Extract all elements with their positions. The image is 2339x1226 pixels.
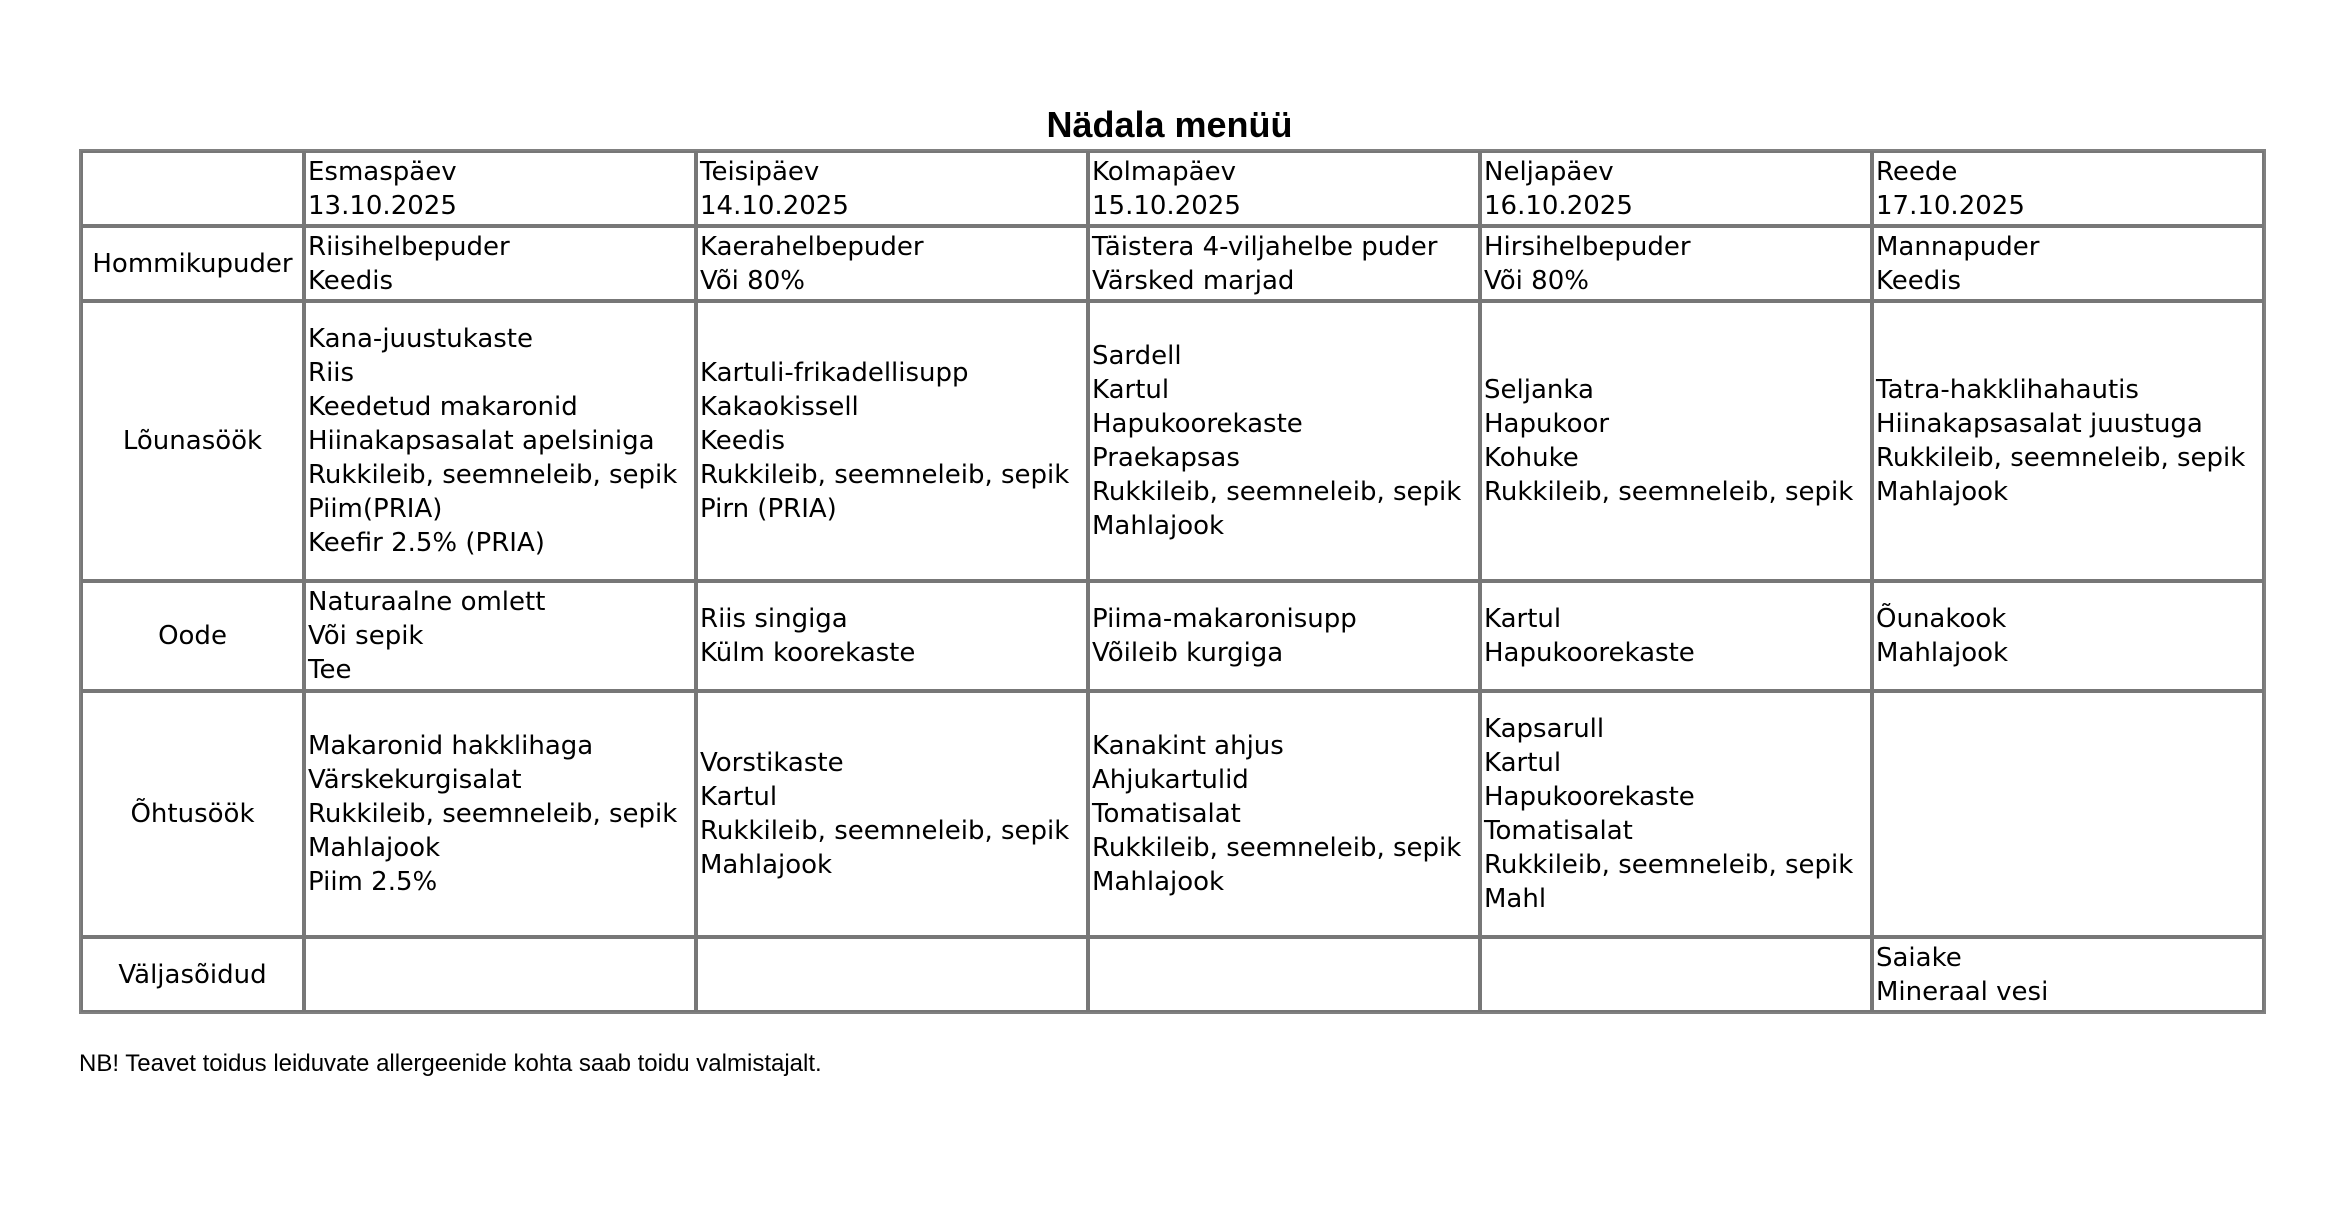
menu-item: Rukkileib, seemneleib, sepik [1876, 443, 2246, 473]
menu-item: Naturaalne omlett [308, 587, 546, 617]
meal-row-breakfast [81, 226, 2264, 301]
menu-item: Või sepik [308, 621, 424, 651]
menu-item: Pirn (PRIA) [700, 494, 837, 524]
day-date: 14.10.2025 [700, 190, 849, 221]
menu-item: Mahl [1484, 884, 1547, 914]
meal-label: Hommikupuder [81, 226, 304, 301]
page-title: Nädala menüü [1046, 104, 1293, 145]
menu-cell [304, 937, 696, 1012]
menu-cell [696, 301, 1088, 581]
menu-cell [304, 691, 696, 937]
menu-item: Mahlajook [308, 833, 441, 863]
day-header [1872, 151, 2264, 226]
allergen-note: NB! Teavet toidus leiduvate allergeenide kohta saab toidu valmistajalt. [79, 1050, 822, 1077]
menu-item: Hapukoorekaste [1092, 409, 1303, 439]
menu-item: Kana-juustukaste [308, 324, 533, 354]
menu-item: Tatra-hakklihahautis [1876, 375, 2139, 405]
menu-item: Mannapuder [1876, 231, 2040, 262]
day-date: 13.10.2025 [308, 190, 457, 221]
day-date: 15.10.2025 [1092, 190, 1241, 221]
menu-item: Õunakook [1876, 604, 2007, 634]
menu-item: Rukkileib, seemneleib, sepik [308, 799, 678, 829]
weekly-menu-table [79, 149, 2266, 1014]
menu-item: Piim(PRIA) [308, 494, 443, 524]
menu-cell [1088, 691, 1480, 937]
menu-cell [1872, 301, 2264, 581]
menu-item: Riis [308, 358, 355, 388]
meal-label: Lõunasöök [81, 301, 304, 581]
menu-item: Rukkileib, seemneleib, sepik [700, 460, 1070, 490]
menu-item: Rukkileib, seemneleib, sepik [1092, 833, 1462, 863]
menu-cell [1480, 937, 1872, 1012]
menu-item: Rukkileib, seemneleib, sepik [1092, 477, 1462, 507]
day-header [1480, 151, 1872, 226]
menu-item: Mahlajook [1876, 638, 2009, 668]
meal-label: Väljasõidud [81, 937, 304, 1012]
day-name: Neljapäev [1484, 156, 1614, 187]
menu-item: Külm koorekaste [700, 638, 916, 668]
menu-item: Makaronid hakklihaga [308, 731, 594, 761]
menu-item: Rukkileib, seemneleib, sepik [1484, 850, 1854, 880]
day-name: Esmaspäev [308, 156, 457, 187]
menu-item: Värsked marjad [1092, 265, 1295, 296]
menu-cell [304, 581, 696, 691]
menu-cell [1088, 937, 1480, 1012]
menu-item: Värskekurgisalat [308, 765, 522, 795]
day-header [1088, 151, 1480, 226]
menu-cell [1480, 691, 1872, 937]
menu-item: Praekapsas [1092, 443, 1240, 473]
day-name: Teisipäev [700, 156, 820, 187]
menu-cell [1872, 691, 2264, 937]
menu-item: Ahjukartulid [1092, 765, 1249, 795]
menu-item: Võileib kurgiga [1092, 638, 1284, 668]
day-name: Reede [1876, 156, 1958, 187]
menu-item: Mineraal vesi [1876, 976, 2049, 1007]
menu-cell [1872, 937, 2264, 1012]
menu-cell [1088, 301, 1480, 581]
menu-cell [1480, 581, 1872, 691]
menu-cell [1480, 301, 1872, 581]
menu-item: Kakaokissell [700, 392, 859, 422]
menu-item: Kartuli-frikadellisupp [700, 358, 969, 388]
meal-label: Oode [81, 581, 304, 691]
meal-label: Õhtusöök [81, 691, 304, 937]
menu-item: Hiinakapsasalat apelsiniga [308, 426, 655, 456]
menu-item: Piim 2.5% [308, 867, 438, 897]
menu-cell [304, 226, 696, 301]
menu-item: Kartul [1092, 375, 1170, 405]
day-header [696, 151, 1088, 226]
menu-item: Riisihelbepuder [308, 231, 510, 262]
meal-row-lunch [81, 301, 2264, 581]
menu-item: Või 80% [700, 265, 805, 296]
day-name: Kolmapäev [1092, 156, 1236, 187]
menu-item: Tee [308, 655, 352, 685]
menu-item: Rukkileib, seemneleib, sepik [1484, 477, 1854, 507]
menu-item: Rukkileib, seemneleib, sepik [700, 816, 1070, 846]
menu-item: Mahlajook [1092, 511, 1225, 541]
menu-item: Kartul [1484, 748, 1562, 778]
menu-item: Hapukoor [1484, 409, 1610, 439]
menu-cell [696, 581, 1088, 691]
header-row [81, 151, 2264, 226]
meal-row-snack [81, 581, 2264, 691]
menu-cell [696, 937, 1088, 1012]
menu-item: Seljanka [1484, 375, 1594, 405]
menu-item: Sardell [1092, 341, 1182, 371]
menu-item: Keefir 2.5% (PRIA) [308, 528, 545, 558]
menu-item: Mahlajook [1876, 477, 2009, 507]
menu-item: Mahlajook [1092, 867, 1225, 897]
menu-item: Keedetud makaronid [308, 392, 578, 422]
meal-row-excursions [81, 937, 2264, 1012]
menu-item: Piima-makaronisupp [1092, 604, 1357, 634]
day-date: 16.10.2025 [1484, 190, 1633, 221]
menu-item: Hiinakapsasalat juustuga [1876, 409, 2203, 439]
menu-item: Rukkileib, seemneleib, sepik [308, 460, 678, 490]
menu-cell [1872, 226, 2264, 301]
menu-cell [696, 226, 1088, 301]
meal-row-dinner [81, 691, 2264, 937]
day-header [304, 151, 696, 226]
menu-item: Kapsarull [1484, 714, 1605, 744]
menu-item: Keedis [1876, 265, 1962, 296]
menu-cell [1088, 226, 1480, 301]
menu-item: Täistera 4-viljahelbe puder [1092, 231, 1438, 262]
menu-cell [1872, 581, 2264, 691]
menu-cell [1088, 581, 1480, 691]
menu-item: Või 80% [1484, 265, 1589, 296]
menu-item: Riis singiga [700, 604, 848, 634]
menu-cell [304, 301, 696, 581]
menu-item: Kartul [1484, 604, 1562, 634]
menu-item: Hapukoorekaste [1484, 638, 1695, 668]
menu-item: Kanakint ahjus [1092, 731, 1284, 761]
day-date: 17.10.2025 [1876, 190, 2025, 221]
menu-item: Kohuke [1484, 443, 1579, 473]
menu-item: Mahlajook [700, 850, 833, 880]
menu-item: Kaerahelbepuder [700, 231, 924, 262]
menu-item: Keedis [700, 426, 786, 456]
menu-item: Hapukoorekaste [1484, 782, 1695, 812]
menu-item: Keedis [308, 265, 394, 296]
menu-item: Saiake [1876, 942, 1962, 973]
menu-item: Vorstikaste [700, 748, 844, 778]
menu-cell [1480, 226, 1872, 301]
menu-item: Tomatisalat [1092, 799, 1241, 829]
menu-item: Tomatisalat [1484, 816, 1633, 846]
menu-item: Hirsihelbepuder [1484, 231, 1691, 262]
corner-cell [81, 151, 304, 226]
menu-item: Kartul [700, 782, 778, 812]
menu-cell [696, 691, 1088, 937]
